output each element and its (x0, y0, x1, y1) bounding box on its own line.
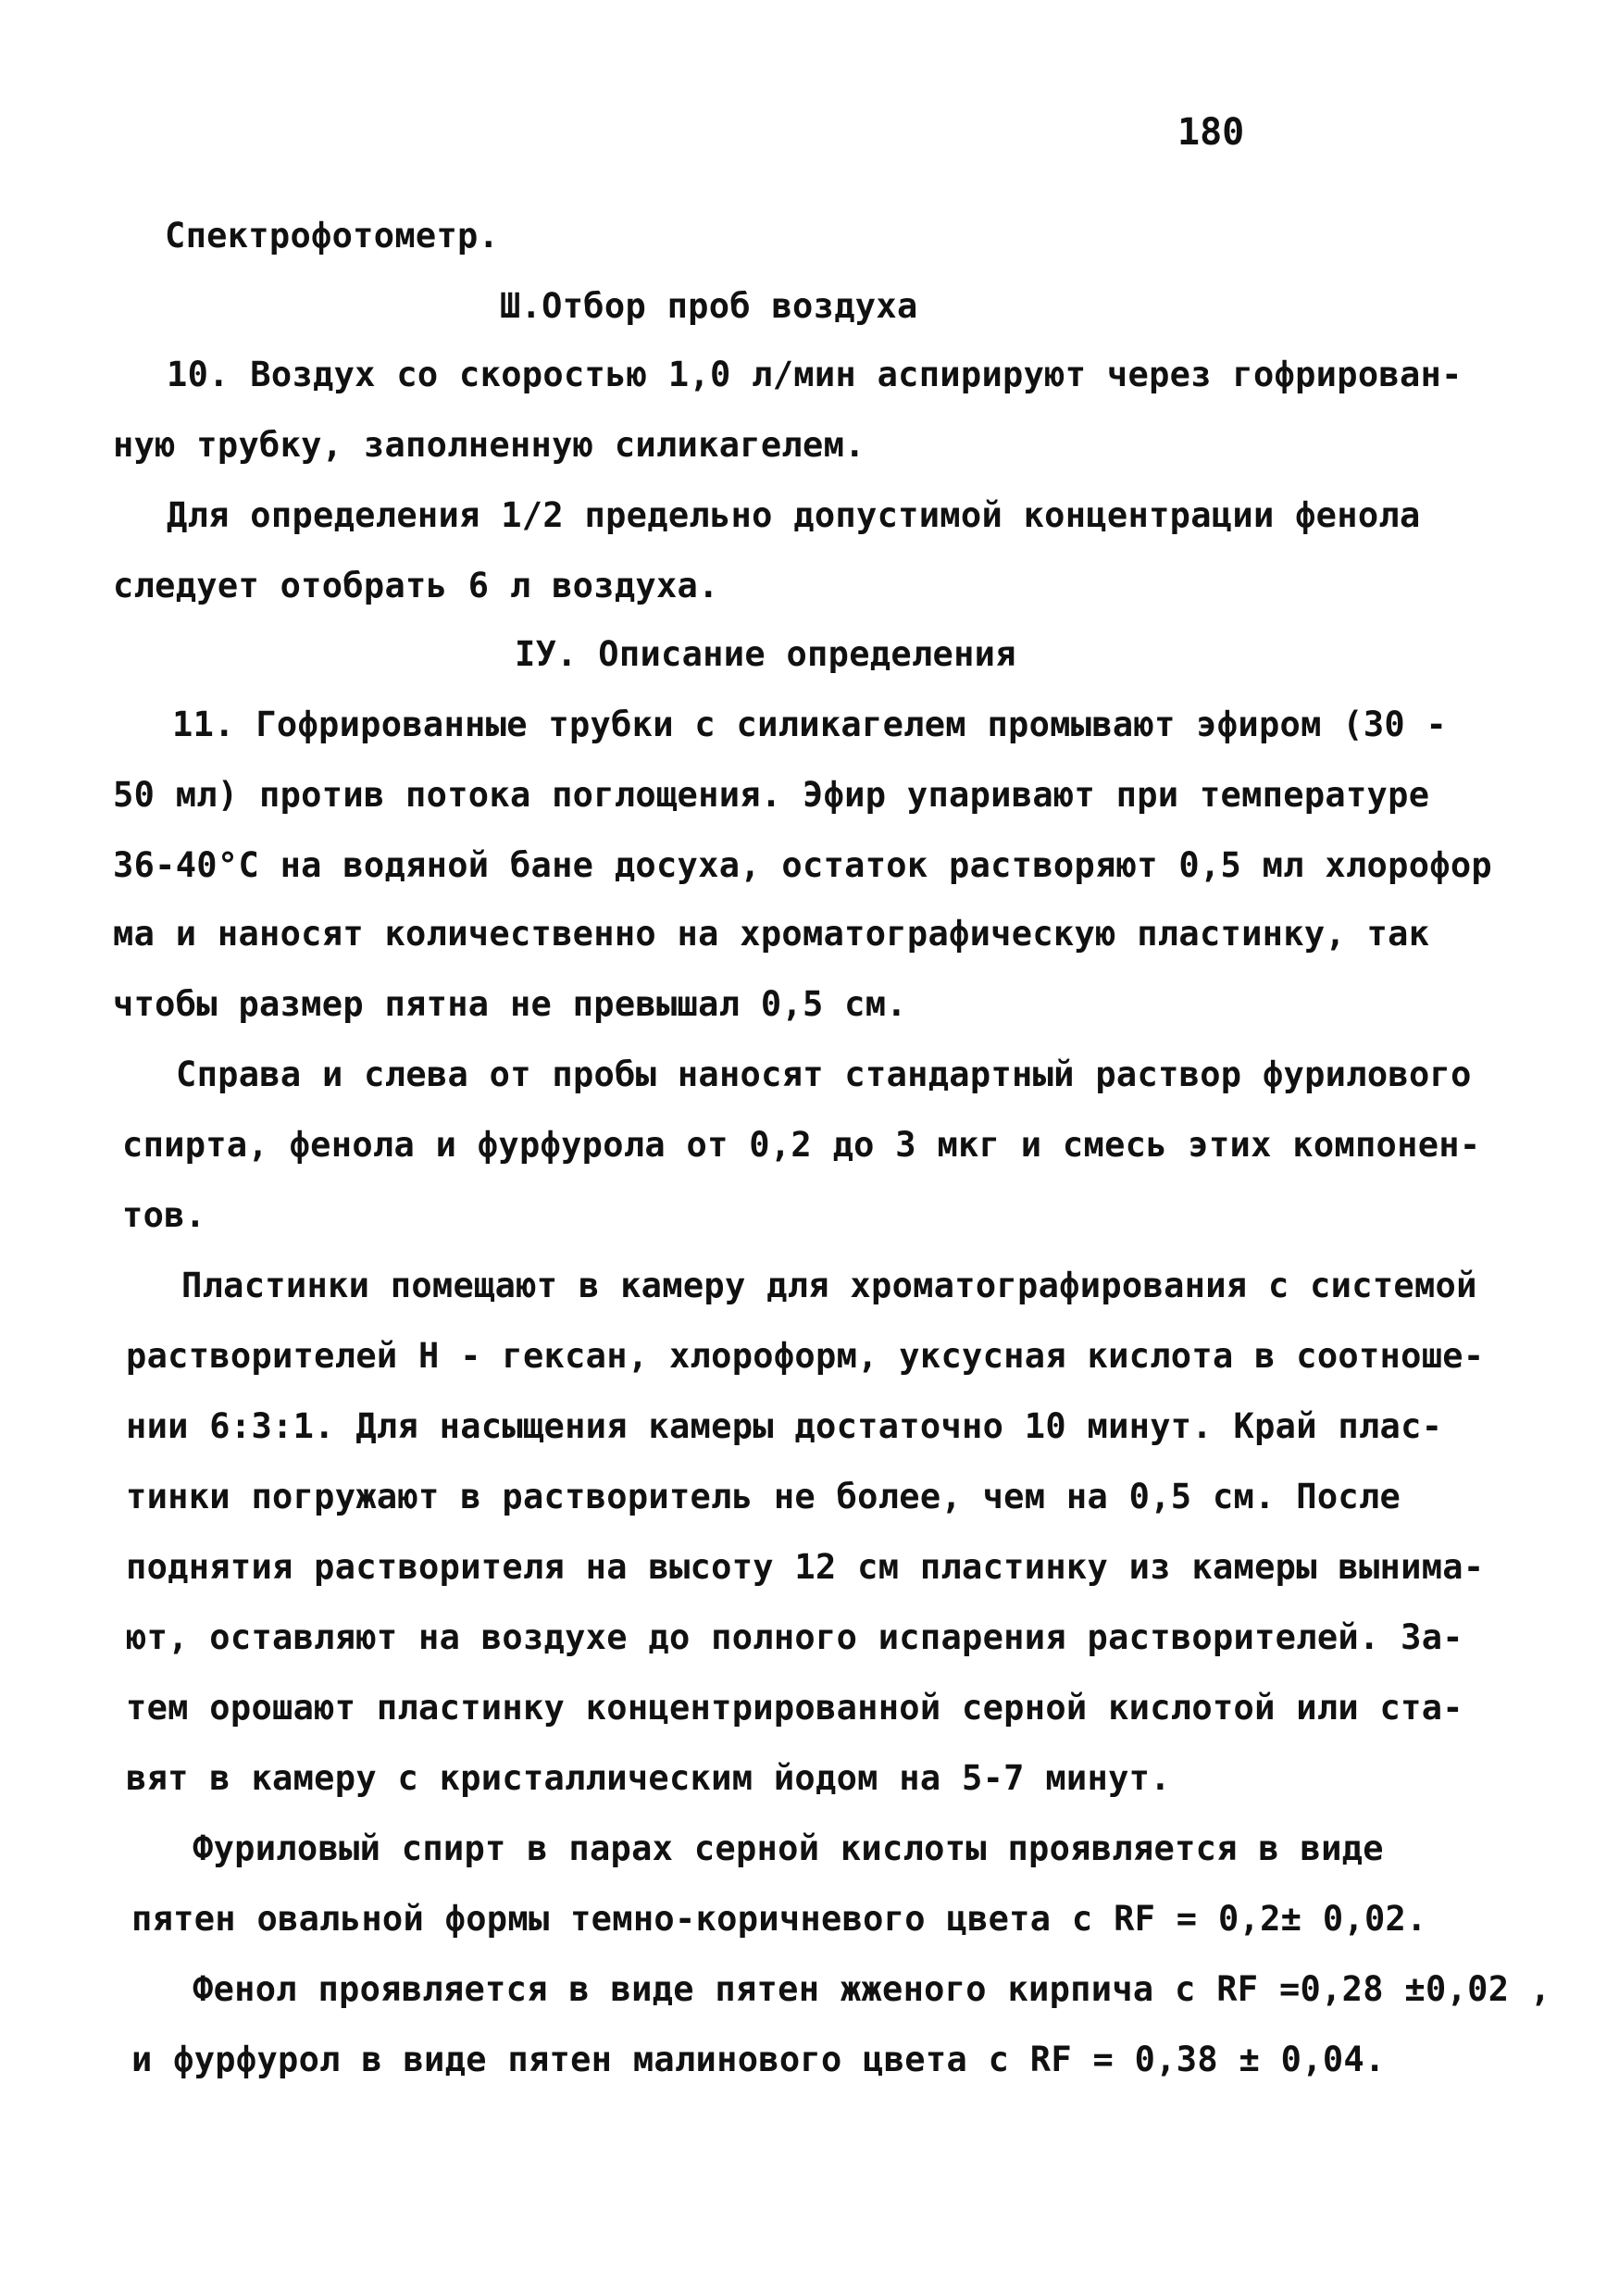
paragraph-standard-line-3: тов. (122, 1195, 206, 1235)
paragraph-11-line-2: 50 мл) против потока поглощения. Эфир упаривают при температуре (113, 775, 1430, 815)
paragraph-standard-line-2: спирта, фенола и фурфурола от 0,2 до 3 мкг и смесь этих компонен- (122, 1125, 1481, 1165)
paragraph-11-line-5: чтобы размер пятна не превышал 0,5 см. (113, 984, 907, 1024)
paragraph-determination-line-1: Для определения 1/2 предельно допустимой концентрации фенола (167, 495, 1421, 535)
paragraph-plate-line-7: тем орошают пластинку концентрированной серной кислотой или ста- (126, 1688, 1463, 1728)
paragraph-plate-line-6: ют, оставляют на воздухе до полного испарения растворителей. За- (126, 1617, 1463, 1657)
paragraph-11-line-4: ма и наносят количественно на хроматографическую пластинку, так (113, 914, 1430, 954)
paragraph-plate-line-3: нии 6:3:1. Для насыщения камеры достаточно 10 минут. Край плас- (126, 1406, 1443, 1446)
instrument-heading: Спектрофотометр. (165, 216, 500, 256)
paragraph-10-line-1: 10. Воздух со скоростью 1,0 л/мин аспирируют через гофрирован- (167, 355, 1463, 394)
paragraph-furyl-line-1: Фуриловый спирт в парах серной кислоты проявляется в виде (193, 1828, 1384, 1868)
paragraph-standard-line-1: Справа и слева от пробы наносят стандартный раствор фурилового (176, 1054, 1472, 1094)
paragraph-plate-line-5: поднятия растворителя на высоту 12 см пластинку из камеры вынима- (126, 1547, 1485, 1587)
paragraph-plate-line-8: вят в камеру с кристаллическим йодом на 5-7 минут. (126, 1758, 1171, 1798)
paragraph-plate-line-1: Пластинки помещают в камеру для хроматографирования с системой (181, 1266, 1477, 1305)
paragraph-phenol-line-2: и фурфурол в виде пятен малинового цвета с RF = 0,38 ± 0,04. (131, 2040, 1386, 2079)
paragraph-11-line-3: 36-40°С на водяной бане досуха, остаток растворяют 0,5 мл хлорофор (113, 845, 1493, 885)
section-4-title: IУ. Описание определения (515, 634, 1016, 674)
section-3-title: Ш.Отбор проб воздуха (500, 286, 918, 326)
paragraph-11-line-1: 11. Гофрированные трубки с силикагелем промывают эфиром (30 - (172, 705, 1448, 744)
paragraph-furyl-line-2: пятен овальной формы темно-коричневого цвета с RF = 0,2± 0,02. (131, 1899, 1427, 1939)
paragraph-10-line-2: ную трубку, заполненную силикагелем. (113, 425, 866, 465)
paragraph-plate-line-4: тинки погружают в растворитель не более, чем на 0,5 см. После (126, 1477, 1401, 1516)
paragraph-plate-line-2: растворителей Н - гексан, хлороформ, уксусная кислота в соотноше- (126, 1336, 1485, 1376)
paragraph-phenol-line-1: Фенол проявляется в виде пятен жженого кирпича с RF =0,28 ±0,02 , (193, 1969, 1551, 2009)
page-number: 180 (1177, 111, 1245, 154)
paragraph-determination-line-2: следует отобрать 6 л воздуха. (113, 566, 719, 605)
